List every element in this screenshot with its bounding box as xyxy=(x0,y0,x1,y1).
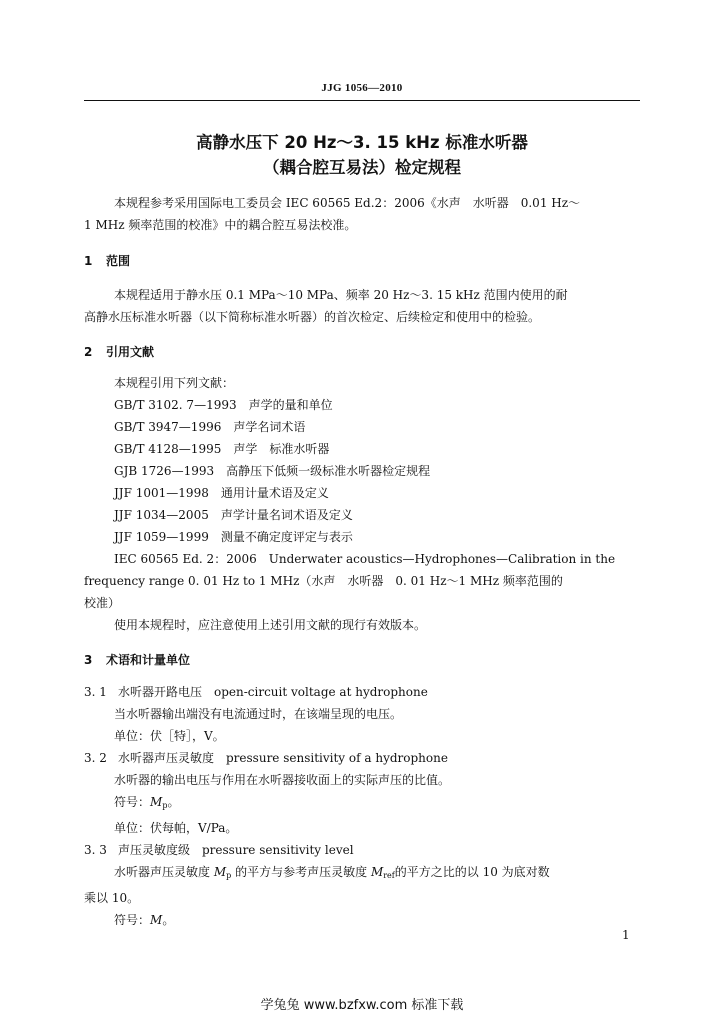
symbol-m: M xyxy=(370,865,384,879)
section-2-number: 2 xyxy=(84,345,93,359)
section-3-title: 术语和计量单位 xyxy=(106,653,191,667)
reference-item: JJF 1001—1998 通用计量术语及定义 xyxy=(114,486,329,500)
term-number: 3. 3 xyxy=(84,843,107,857)
references-lead: 本规程引用下列文献： xyxy=(114,376,235,390)
term-3-3-definition-line-2: 乘以 10。 xyxy=(84,891,140,905)
iec-reference-line-2: frequency range 0. 01 Hz to 1 MHz（水声 水听器 0. 01 Hz～1 MHz 频率范围的 xyxy=(84,574,563,588)
symbol-m: M xyxy=(213,865,227,879)
page-number: 1 xyxy=(622,928,630,942)
section-1-line-1: 本规程适用于静水压 0.1 MPa～10 MPa、频率 20 Hz～3. 15 kHz 范围内使用的耐 xyxy=(114,288,568,302)
term-title: 水听器开路电压 open-circuit voltage at hydrophone xyxy=(118,685,428,699)
title-line-2: （耦合腔互易法）检定规程 xyxy=(263,158,461,177)
section-1-paragraph xyxy=(84,284,641,328)
intro-line-2: 1 MHz 频率范围的校准》中的耦合腔互易法校准。 xyxy=(84,218,357,232)
term-number: 3. 2 xyxy=(84,751,107,765)
section-2-heading xyxy=(84,341,154,363)
section-1-line-2: 高静水压标准水听器（以下简称标准水听器）的首次检定、后续检定和使用中的检验。 xyxy=(84,310,541,324)
section-2-body xyxy=(84,372,641,636)
iec-reference-line-1: IEC 60565 Ed. 2：2006 Underwater acoustics—Hydrophones—Calibration in the xyxy=(114,552,616,566)
symbol-subscript: ref xyxy=(383,871,395,880)
section-1-number: 1 xyxy=(84,254,93,268)
term-number: 3. 1 xyxy=(84,685,107,699)
term-3-1-heading xyxy=(84,681,641,703)
term-3-3-heading xyxy=(84,839,641,861)
symbol-subscript: p xyxy=(226,871,232,880)
symbol-suffix: 。 xyxy=(167,795,180,809)
reference-item: JJF 1059—1999 测量不确定度评定与表示 xyxy=(114,530,353,544)
term-3-2-symbol xyxy=(84,791,641,817)
reference-item: GB/T 3102. 7—1993 声学的量和单位 xyxy=(114,398,333,412)
definition-text: 的平方与参考声压灵敏度 xyxy=(235,865,368,879)
footer-watermark: 学兔兔 www.bzfxw.com 标准下载 xyxy=(260,998,464,1013)
term-3-2-unit: 单位：伏每帕，V/Pa。 xyxy=(114,821,238,835)
symbol-subscript: p xyxy=(162,801,168,810)
intro-line-1: 本规程参考采用国际电工委员会 IEC 60565 Ed.2：2006《水声 水听器 0.01 Hz～ xyxy=(114,196,581,210)
symbol-label: 符号： xyxy=(114,795,151,809)
term-3-3-definition-line-1 xyxy=(84,861,641,887)
standard-number: JJG 1056—2010 xyxy=(321,82,403,94)
intro-paragraph xyxy=(84,192,641,236)
term-3-1-definition: 当水听器输出端没有电流通过时，在该端呈现的电压。 xyxy=(114,707,403,721)
reference-item: GB/T 3947—1996 声学名词术语 xyxy=(114,420,306,434)
definition-text: 水听器声压灵敏度 xyxy=(114,865,211,879)
section-2-title: 引用文献 xyxy=(106,345,155,359)
section-3-body xyxy=(84,681,641,931)
symbol-m: M xyxy=(150,795,163,809)
definition-text: 的平方之比的以 10 为底对数 xyxy=(394,865,550,879)
section-1-title: 范围 xyxy=(106,254,131,268)
header-rule xyxy=(84,100,640,101)
section-3-number: 3 xyxy=(84,653,93,667)
term-3-3-symbol xyxy=(84,909,641,931)
term-title: 水听器声压灵敏度 pressure sensitivity of a hydrophone xyxy=(118,751,448,765)
reference-item: GB/T 4128—1995 声学 标准水听器 xyxy=(114,442,330,456)
term-3-2-definition: 水听器的输出电压与作用在水听器接收面上的实际声压的比值。 xyxy=(114,773,451,787)
term-3-2-heading xyxy=(84,747,641,769)
iec-reference-line-3: 校准） xyxy=(84,596,121,610)
section-3-heading xyxy=(84,649,190,671)
reference-item: GJB 1726—1993 高静压下低频一级标准水听器检定规程 xyxy=(114,464,431,478)
reference-item: JJF 1034—2005 声学计量名词术语及定义 xyxy=(114,508,353,522)
section-1-heading xyxy=(84,250,130,272)
term-3-1-unit: 单位：伏［特］，V。 xyxy=(114,729,225,743)
references-note: 使用本规程时，应注意使用上述引用文献的现行有效版本。 xyxy=(114,618,427,632)
symbol-label: 符号： xyxy=(114,913,151,927)
symbol-suffix: 。 xyxy=(162,913,175,927)
term-title: 声压灵敏度级 pressure sensitivity level xyxy=(118,843,354,857)
title-line-1: 高静水压下 20 Hz～3. 15 kHz 标准水听器 xyxy=(196,133,528,152)
symbol-m: M xyxy=(150,913,163,927)
